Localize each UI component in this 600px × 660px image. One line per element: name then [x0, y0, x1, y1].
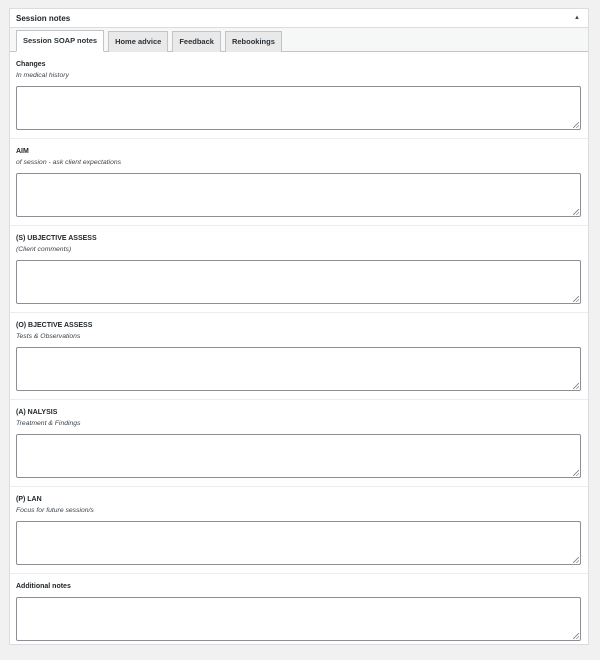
- field-label: Changes: [16, 61, 46, 68]
- field-additional-notes: [10, 574, 588, 649]
- field-description: of session - ask client expectations: [16, 159, 122, 166]
- field-label: (O) BJECTIVE ASSESS: [16, 322, 93, 329]
- field-plan: [10, 487, 588, 574]
- field-description: Treatment & Findings: [16, 420, 81, 427]
- field-label: (A) NALYSIS: [16, 409, 58, 416]
- field-changes: [10, 52, 588, 139]
- field-label: (P) LAN: [16, 496, 42, 503]
- field-analysis: [10, 400, 588, 487]
- collapse-arrow-up-icon[interactable]: ▲: [574, 15, 580, 21]
- tab-rebookings[interactable]: Rebookings: [225, 31, 282, 52]
- objective-assess-textarea[interactable]: [16, 347, 581, 391]
- field-description: Tests & Observations: [16, 333, 81, 340]
- field-label: Additional notes: [16, 583, 71, 590]
- subjective-assess-textarea[interactable]: [16, 260, 581, 304]
- field-aim: [10, 139, 588, 226]
- analysis-textarea[interactable]: [16, 434, 581, 478]
- field-subjective-assess: [10, 226, 588, 313]
- session-notes-metabox: [9, 8, 589, 645]
- soap-notes-fields: [10, 52, 588, 649]
- field-description: (Client comments): [16, 246, 72, 253]
- tab-feedback[interactable]: Feedback: [172, 31, 221, 52]
- field-description: In medical history: [16, 72, 69, 79]
- metabox-header[interactable]: [10, 9, 588, 28]
- tab-session-soap-notes[interactable]: Session SOAP notes: [16, 30, 104, 52]
- additional-notes-textarea[interactable]: [16, 597, 581, 641]
- changes-textarea[interactable]: [16, 86, 581, 130]
- field-objective-assess: [10, 313, 588, 400]
- metabox-title: Session notes: [16, 13, 71, 23]
- field-label: (S) UBJECTIVE ASSESS: [16, 235, 97, 242]
- tab-home-advice[interactable]: Home advice: [108, 31, 168, 52]
- field-description: Focus for future session/s: [16, 507, 94, 514]
- tab-bar: [10, 28, 588, 52]
- plan-textarea[interactable]: [16, 521, 581, 565]
- aim-textarea[interactable]: [16, 173, 581, 217]
- field-label: AIM: [16, 148, 29, 155]
